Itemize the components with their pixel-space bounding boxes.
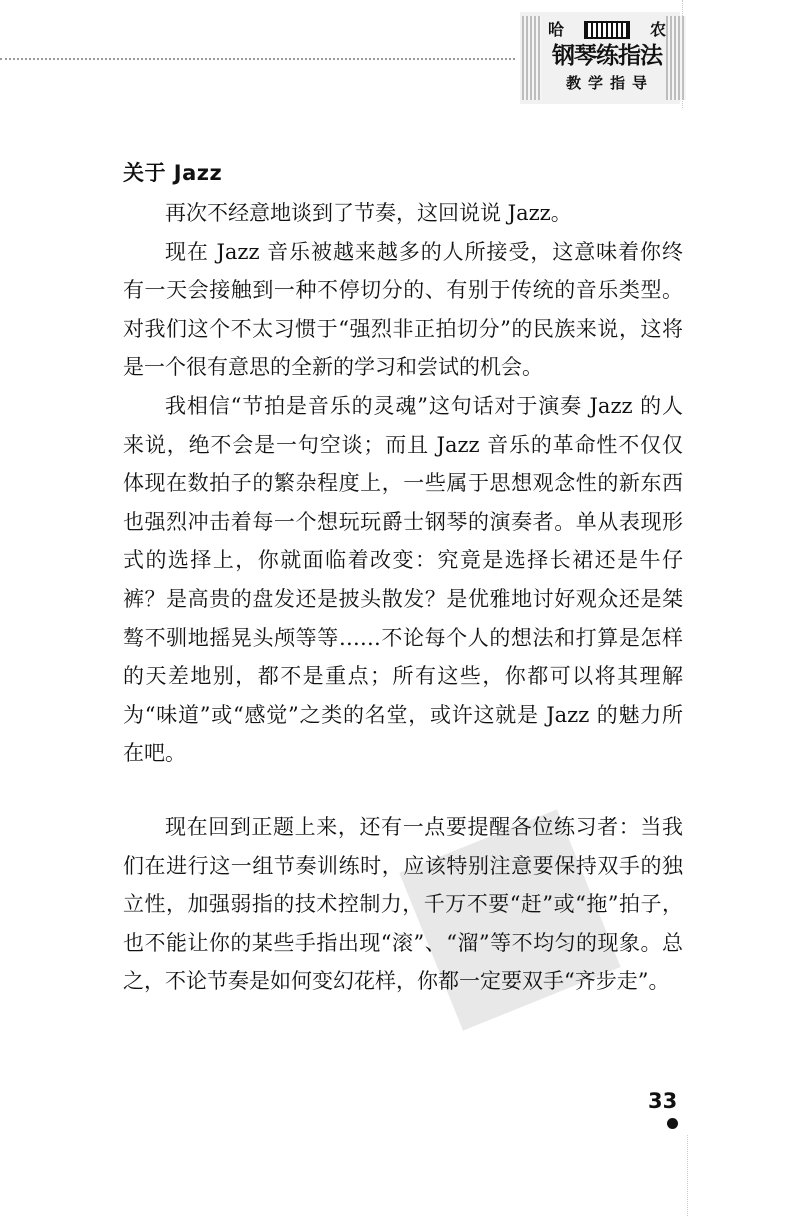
book-title: 钢琴练指法 — [552, 42, 662, 69]
paragraph: 我相信“节拍是音乐的灵魂”这句话对于演奏 Jazz 的人来说，绝不会是一句空谈；而且 Jazz 音乐的革命性不仅仅体现在数拍子的繁杂程度上，一些属于思想观念性的新东西也强烈冲击着每一个想玩玩爵士钢琴的演奏者。单从表现形式的选择上，你就面临着改变：究竟是选择长裙还是牛仔裤？是高贵的盘发还是披头散发？是优雅地讨好观众还是桀骜不驯地摇晃头颅等等……不论每个人的想法和打算是怎样的天差地别，都不是重点；所有这些，你都可以将其理解为“味道”或“感觉”之类的名堂，或许这就是 Jazz 的魅力所在吧。 — [123, 393, 683, 766]
footer-vertical-rule — [687, 1135, 688, 1216]
header-vertical-rule — [682, 0, 683, 108]
section-title: 关于 Jazz — [123, 161, 223, 185]
header-char-right: 农 — [649, 20, 666, 39]
page-number: 33 — [648, 1089, 678, 1113]
piano-keys-icon — [584, 21, 630, 39]
header-stripe-right — [666, 16, 686, 100]
header-top-row — [548, 20, 666, 40]
page-marker-dot — [667, 1118, 678, 1129]
paragraph: 再次不经意地谈到了节奏，这回说说 Jazz。 — [165, 201, 572, 225]
page-content — [123, 158, 683, 1001]
paragraph: 现在回到正题上来，还有一点要提醒各位练习者：当我们在进行这一组节奏训练时，应该特别注意要保持双手的独立性，加强弱指的技术控制力，千万不要“赶”或“拖”拍子，也不能让你的某些手指出现“滚”、“溜”等不均匀的现象。总之，不论节奏是如何变幻花样，你都一定要双手“齐步走”。 — [123, 814, 683, 994]
book-subtitle: 教学指导 — [565, 74, 654, 92]
header-dotted-rule — [0, 58, 515, 60]
header-char-left: 哈 — [548, 20, 565, 39]
paragraph: 现在 Jazz 音乐被越来越多的人所接受，这意味着你终有一天会接触到一种不停切分的、有别于传统的音乐类型。对我们这个不太习惯于“强烈非正拍切分”的民族来说，这将是一个很有意思的全新的学习和尝试的机会。 — [123, 239, 683, 380]
header-stripe-left — [522, 16, 542, 100]
